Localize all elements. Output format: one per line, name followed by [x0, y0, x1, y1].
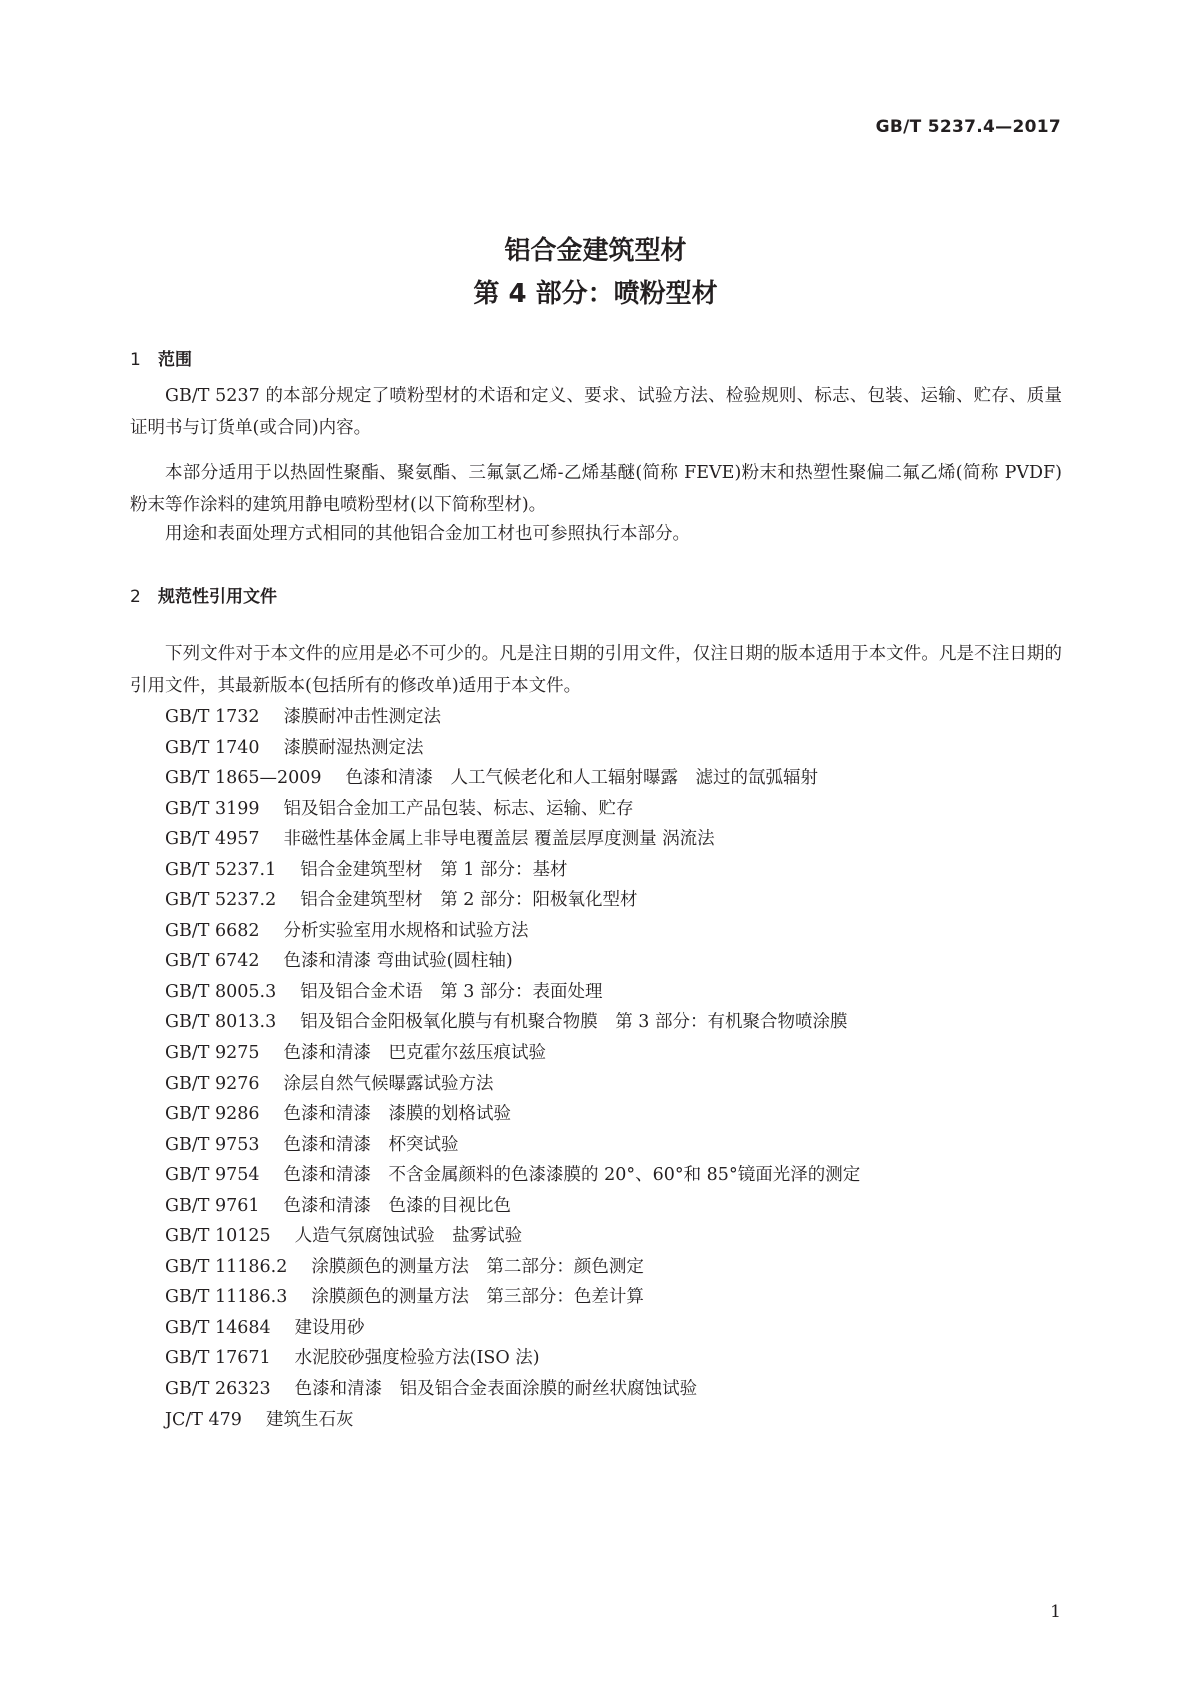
reference-item	[130, 946, 1062, 977]
reference-code: GB/T 6742	[165, 951, 260, 972]
reference-title: 色漆和清漆 弯曲试验(圆柱轴)	[283, 951, 513, 972]
reference-item	[130, 1160, 1062, 1191]
reference-title: 铝合金建筑型材 第 1 部分：基材	[300, 859, 568, 880]
reference-code: GB/T 11186.3	[165, 1287, 288, 1308]
reference-code: JC/T 479	[165, 1409, 242, 1430]
reference-code: GB/T 1732	[165, 707, 260, 727]
reference-code: GB/T 3199	[165, 798, 260, 819]
document-title: 铝合金建筑型材	[504, 236, 687, 266]
reference-title: 水泥胶砂强度检验方法(ISO 法)	[294, 1348, 540, 1369]
section-number: 2	[130, 587, 141, 607]
reference-item	[130, 824, 1062, 855]
reference-title: 涂膜颜色的测量方法 第二部分：颜色测定	[311, 1256, 644, 1277]
reference-item	[130, 1405, 1062, 1436]
reference-title: 色漆和清漆 色漆的目视比色	[283, 1195, 512, 1216]
reference-item	[130, 1038, 1062, 1069]
reference-title: 人造气氛腐蚀试验 盐雾试验	[294, 1226, 523, 1247]
reference-code: GB/T 26323	[165, 1379, 271, 1400]
reference-code: GB/T 11186.2	[165, 1256, 288, 1277]
reference-title: 色漆和清漆 漆膜的划格试验	[283, 1104, 512, 1125]
reference-code: GB/T 9761	[165, 1195, 260, 1216]
reference-title: 色漆和清漆 铝及铝合金表面涂膜的耐丝状腐蚀试验	[294, 1379, 698, 1400]
section-number: 1	[130, 350, 141, 370]
reference-code: GB/T 8013.3	[165, 1012, 277, 1033]
reference-code: GB/T 9754	[165, 1165, 260, 1186]
standard-code: GB/T 5237.4—2017	[875, 117, 1061, 137]
reference-item	[130, 1221, 1062, 1252]
reference-item	[130, 733, 1062, 764]
reference-item	[130, 1007, 1062, 1038]
reference-title: 涂膜颜色的测量方法 第三部分：色差计算	[311, 1287, 644, 1308]
reference-code: GB/T 6682	[165, 920, 260, 941]
reference-item	[130, 1313, 1062, 1344]
reference-code: GB/T 1740	[165, 737, 260, 758]
reference-code: GB/T 9276	[165, 1073, 260, 1094]
scope-paragraph: GB/T 5237 的本部分规定了喷粉型材的术语和定义、要求、试验方法、检验规则、标志、包装、运输、贮存、质量证明书与订货单(或合同)内容。	[130, 386, 1062, 438]
reference-item	[130, 763, 1062, 794]
document-subtitle: 第 4 部分：喷粉型材	[473, 279, 718, 309]
reference-item	[130, 916, 1062, 947]
references-intro-paragraph: 下列文件对于本文件的应用是必不可少的。凡是注日期的引用文件，仅注日期的版本适用于本文件。凡是不注日期的引用文件，其最新版本(包括所有的修改单)适用于本文件。	[130, 644, 1062, 696]
page-number: 1	[1050, 1602, 1061, 1622]
section-title: 规范性引用文件	[158, 587, 277, 607]
reference-code: GB/T 5237.2	[165, 890, 277, 911]
reference-item	[130, 702, 1062, 733]
reference-code: GB/T 9275	[165, 1043, 260, 1064]
reference-item	[130, 885, 1062, 916]
reference-code: GB/T 9753	[165, 1134, 260, 1155]
reference-code: GB/T 17671	[165, 1348, 271, 1369]
reference-title: 涂层自然气候曝露试验方法	[283, 1073, 494, 1094]
reference-code: GB/T 5237.1	[165, 859, 277, 880]
reference-item	[130, 794, 1062, 825]
reference-item	[130, 1282, 1062, 1313]
reference-item	[130, 1099, 1062, 1130]
reference-title: 漆膜耐冲击性测定法	[283, 707, 442, 727]
reference-title: 色漆和清漆 人工气候老化和人工辐射曝露 滤过的氙弧辐射	[345, 768, 819, 789]
reference-item	[130, 1374, 1062, 1405]
scope-paragraph: 本部分适用于以热固性聚酯、聚氨酯、三氟氯乙烯-乙烯基醚(简称 FEVE)粉末和热塑性聚偏二氟乙烯(简称 PVDF)粉末等作涂料的建筑用静电喷粉型材(以下简称型材)。	[130, 463, 1062, 515]
reference-title: 铝及铝合金加工产品包装、标志、运输、贮存	[283, 798, 634, 819]
reference-item	[130, 1069, 1062, 1100]
reference-code: GB/T 4957	[165, 829, 260, 850]
reference-item	[130, 855, 1062, 886]
reference-title: 色漆和清漆 杯突试验	[283, 1134, 459, 1155]
reference-title: 铝及铝合金阳极氧化膜与有机聚合物膜 第 3 部分：有机聚合物喷涂膜	[300, 1012, 848, 1033]
scope-paragraph: 用途和表面处理方式相同的其他铝合金加工材也可参照执行本部分。	[165, 524, 690, 544]
reference-code: GB/T 14684	[165, 1317, 271, 1338]
reference-list	[130, 702, 1062, 1435]
reference-title: 非磁性基体金属上非导电覆盖层 覆盖层厚度测量 涡流法	[283, 829, 715, 850]
reference-title: 色漆和清漆 不含金属颜料的色漆漆膜的 20°、60°和 85°镜面光泽的测定	[283, 1165, 861, 1186]
reference-code: GB/T 10125	[165, 1226, 271, 1247]
reference-title: 建设用砂	[294, 1317, 365, 1338]
reference-item	[130, 1252, 1062, 1283]
reference-title: 色漆和清漆 巴克霍尔兹压痕试验	[283, 1043, 547, 1064]
reference-code: GB/T 8005.3	[165, 981, 277, 1002]
reference-item	[130, 977, 1062, 1008]
reference-title: 铝合金建筑型材 第 2 部分：阳极氧化型材	[300, 890, 638, 911]
reference-title: 分析实验室用水规格和试验方法	[283, 920, 529, 941]
reference-title: 建筑生石灰	[265, 1409, 354, 1430]
section-title: 范围	[158, 350, 192, 370]
reference-item	[130, 1343, 1062, 1374]
reference-code: GB/T 1865—2009	[165, 768, 322, 789]
reference-title: 漆膜耐湿热测定法	[283, 737, 424, 758]
section-heading-normative-references	[130, 582, 277, 607]
reference-code: GB/T 9286	[165, 1104, 260, 1125]
reference-title: 铝及铝合金术语 第 3 部分：表面处理	[300, 981, 603, 1002]
reference-item	[130, 1130, 1062, 1161]
reference-item	[130, 1191, 1062, 1222]
section-heading-scope	[130, 345, 192, 370]
